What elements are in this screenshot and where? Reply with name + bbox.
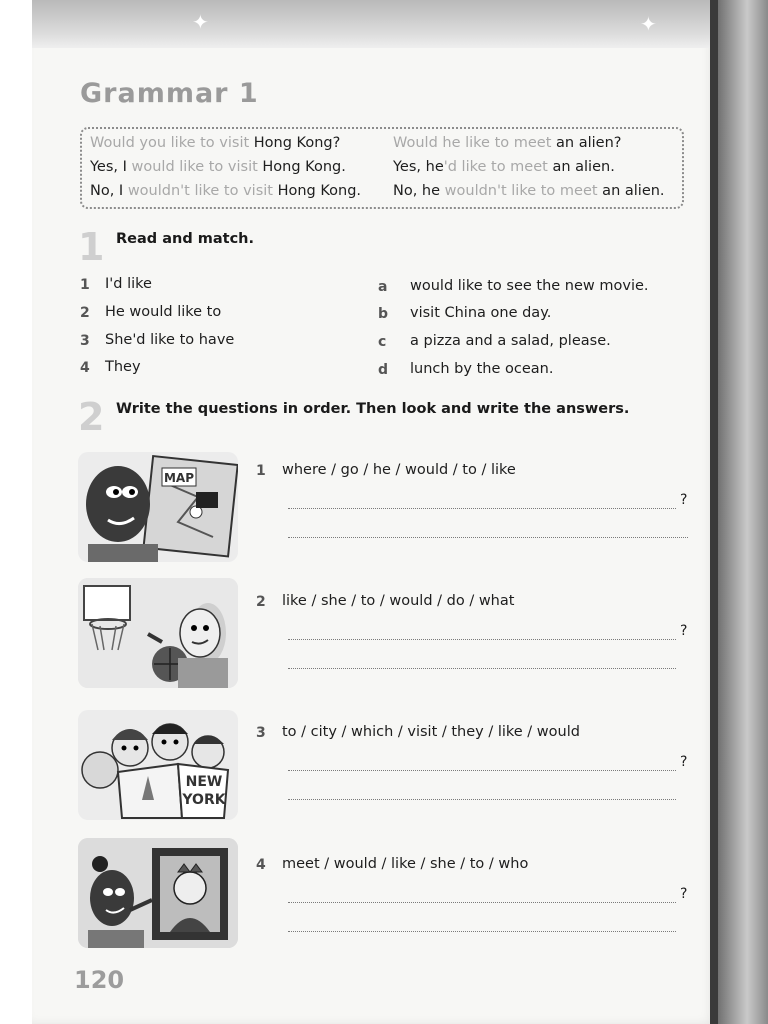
match-number: 1 [80, 277, 90, 293]
jumbled-words: to / city / which / visit / they / like / would [282, 724, 580, 740]
picture-girl-with-basketball [78, 578, 238, 688]
match-number: 2 [80, 305, 90, 321]
question-answer-line[interactable] [288, 508, 676, 509]
picture-boy-with-map [78, 452, 238, 562]
grammar-line: Yes, he'd like to meet an alien. [393, 159, 615, 175]
match-right-item: visit China one day. [410, 305, 552, 321]
match-left-item: I'd like [105, 276, 152, 292]
question-number: 2 [256, 594, 266, 610]
exercise-instruction: Write the questions in order. Then look and write the answers. [116, 401, 630, 417]
jumbled-words: like / she / to / would / do / what [282, 593, 515, 609]
jumbled-words: where / go / he / would / to / like [282, 462, 516, 478]
match-number: 3 [80, 333, 90, 349]
question-mark: ? [680, 492, 688, 508]
york-label: YORK [182, 792, 226, 808]
match-letter: a [378, 279, 388, 295]
map-label: MAP [163, 471, 195, 485]
picture-family-with-new-york-book [78, 710, 238, 820]
question-answer-line[interactable] [288, 902, 676, 903]
question-number: 1 [256, 463, 266, 479]
page-edge-shadow [710, 0, 718, 1024]
new-label: NEW [185, 774, 223, 790]
question-answer-line[interactable] [288, 639, 676, 640]
grammar-line: No, he wouldn't like to meet an alien. [393, 183, 665, 199]
grammar-line: Yes, I would like to visit Hong Kong. [90, 159, 346, 175]
match-letter: b [378, 306, 389, 322]
match-left-item: She'd like to have [105, 332, 235, 348]
answer-line[interactable] [288, 668, 676, 669]
match-letter: d [378, 362, 389, 378]
grammar-line: Would he like to meet an alien? [393, 135, 622, 151]
grammar-line: No, I wouldn't like to visit Hong Kong. [90, 183, 362, 199]
question-answer-line[interactable] [288, 770, 676, 771]
exercise-number: 1 [78, 225, 105, 269]
match-number: 4 [80, 360, 90, 376]
book-spine [716, 0, 768, 1024]
sparkle-icon: ✦ [192, 10, 209, 34]
page-title: Grammar 1 [80, 78, 259, 109]
sparkle-icon: ✦ [640, 12, 657, 36]
answer-line[interactable] [288, 931, 676, 932]
jumbled-words: meet / would / like / she / to / who [282, 856, 529, 872]
picture-girl-with-queen-portrait [78, 838, 238, 948]
exercise-instruction: Read and match. [116, 231, 254, 247]
match-right-item: a pizza and a salad, please. [410, 333, 611, 349]
answer-line[interactable] [288, 537, 688, 538]
match-left-item: They [105, 359, 141, 375]
top-decorative-band [32, 0, 716, 48]
question-number: 3 [256, 725, 266, 741]
question-mark: ? [680, 886, 688, 902]
match-letter: c [378, 334, 387, 350]
match-right-item: lunch by the ocean. [410, 361, 554, 377]
match-right-item: would like to see the new movie. [410, 278, 649, 294]
question-number: 4 [256, 857, 266, 873]
page-number: 120 [74, 966, 125, 994]
match-left-item: He would like to [105, 304, 222, 320]
exercise-number: 2 [78, 395, 105, 439]
question-mark: ? [680, 623, 688, 639]
question-mark: ? [680, 754, 688, 770]
answer-line[interactable] [288, 799, 676, 800]
grammar-line: Would you like to visit Hong Kong? [90, 135, 341, 151]
